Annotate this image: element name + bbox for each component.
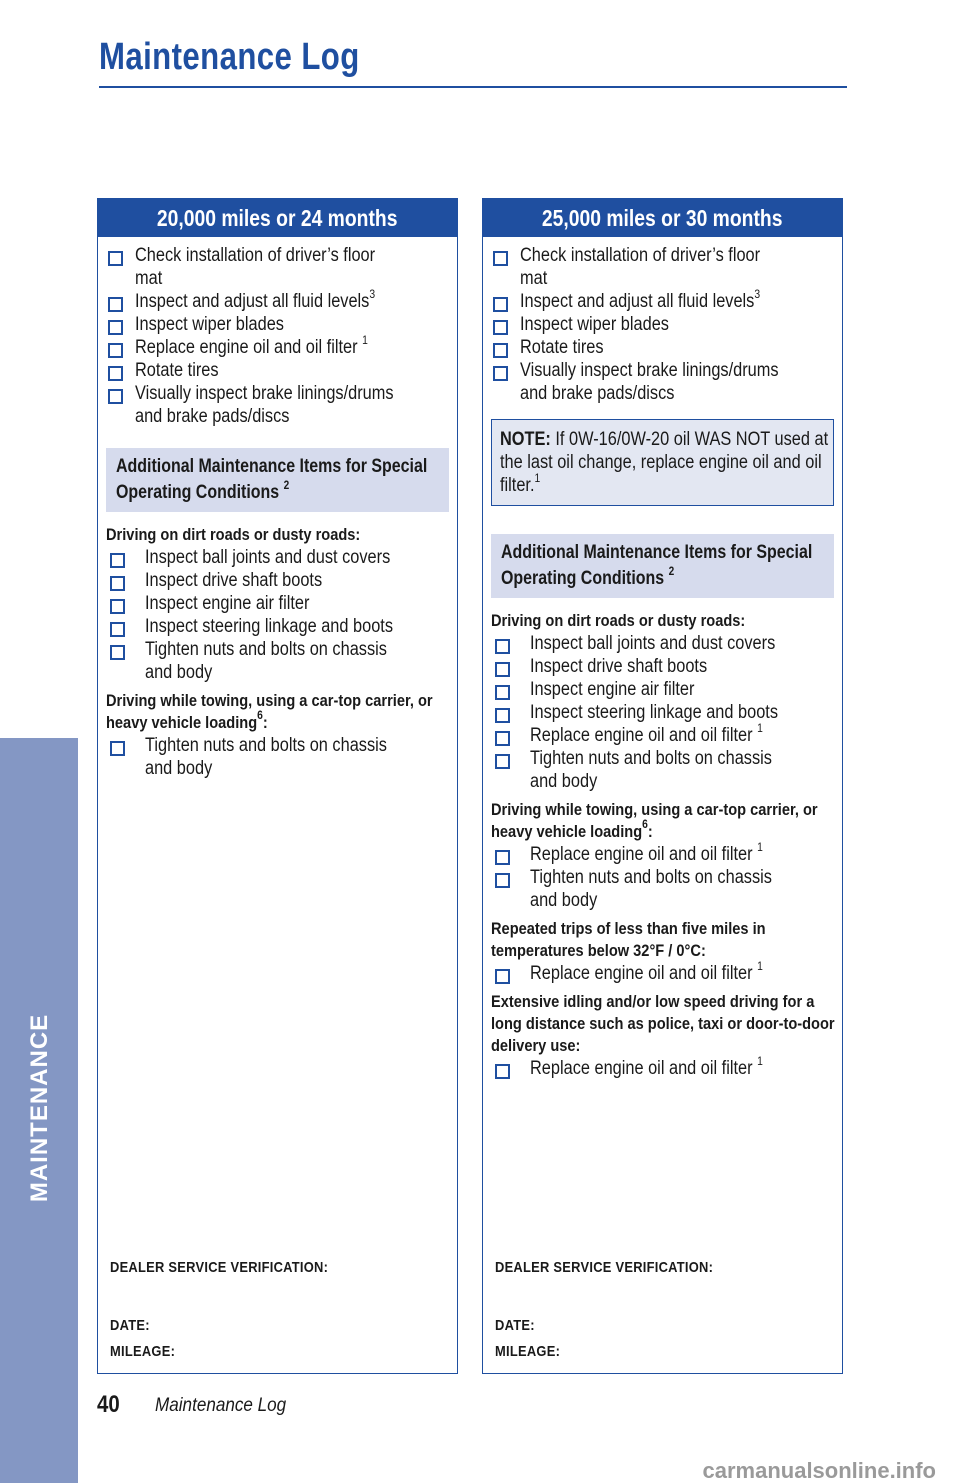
condition-heading: Extensive idling and/or low speed driving for a long distance such as police, taxi or door-to-door delivery use: [491, 992, 835, 1055]
condition-heading: Driving while towing, using a car-top carrier, or heavy vehicle loading$^6$: [491, 800, 818, 841]
checkbox[interactable] [495, 685, 510, 700]
checkbox[interactable] [493, 366, 508, 381]
checkbox[interactable] [108, 251, 123, 266]
checkbox[interactable] [495, 662, 510, 677]
checklist [106, 734, 449, 780]
checklist-item: Inspect engine air filter [106, 592, 449, 615]
condition-heading: Driving on dirt roads or dusty roads: [106, 525, 361, 544]
checkbox[interactable] [110, 553, 125, 568]
dealer-verification-label: DEALER SERVICE VERIFICATION: [110, 1259, 329, 1276]
checkbox[interactable] [495, 754, 510, 769]
checklist-item: Replace engine oil and oil filter $^1$ [106, 336, 449, 359]
checkbox[interactable] [108, 343, 123, 358]
interval-header: 25,000 miles or 30 months [483, 199, 842, 237]
checklist-item: Replace engine oil and oil filter $^1$ [491, 1057, 834, 1080]
checklist-item: Tighten nuts and bolts on chassis and body [106, 734, 449, 780]
checklist-item: Inspect drive shaft boots [491, 655, 834, 678]
checklist-item: Inspect steering linkage and boots [106, 615, 449, 638]
checklist-item: Check installation of driver’s floor mat [491, 244, 834, 290]
checkbox[interactable] [110, 622, 125, 637]
dealer-verification-label: DEALER SERVICE VERIFICATION: [495, 1259, 714, 1276]
page-number: 40 [97, 1391, 120, 1418]
special-conditions-box: Additional Maintenance Items for Special Operating Conditions $^2$ [491, 534, 834, 598]
checklist [491, 1053, 834, 1080]
checkbox[interactable] [495, 1064, 510, 1079]
interval-20000-column [97, 198, 458, 1374]
checkbox[interactable] [495, 850, 510, 865]
mileage-label: MILEAGE: [495, 1343, 561, 1360]
checkbox[interactable] [108, 366, 123, 381]
date-label: DATE: [495, 1317, 535, 1334]
checklist [491, 244, 834, 405]
condition-heading: Driving while towing, using a car-top carrier, or heavy vehicle loading$^6$: [106, 691, 433, 732]
checklist-item: Rotate tires [106, 359, 449, 382]
page-title: Maintenance Log [99, 36, 360, 78]
checklist-item: Inspect engine air filter [491, 678, 834, 701]
checkbox[interactable] [495, 969, 510, 984]
checklist-item: Inspect wiper blades [491, 313, 834, 336]
special-conditions-box: Additional Maintenance Items for Special Operating Conditions $^2$ [106, 448, 449, 512]
footer-label: Maintenance Log [155, 1395, 287, 1416]
watermark: carmanualsonline.info [702, 1458, 936, 1483]
checkbox[interactable] [110, 599, 125, 614]
interval-header: 20,000 miles or 24 months [98, 199, 457, 237]
checklist-item: Replace engine oil and oil filter $^1$ [491, 724, 834, 747]
checklist-item: Tighten nuts and bolts on chassis and body [491, 747, 834, 793]
mileage-label: MILEAGE: [110, 1343, 176, 1360]
checklist [491, 839, 834, 912]
checkbox[interactable] [495, 708, 510, 723]
checklist-item: Inspect steering linkage and boots [491, 701, 834, 724]
checkbox[interactable] [108, 320, 123, 335]
checkbox[interactable] [110, 741, 125, 756]
checkbox[interactable] [495, 639, 510, 654]
checklist [106, 244, 449, 428]
oil-note: NOTE: If 0W-16/0W-20 oil WAS NOT used at the last oil change, replace engine oil and oil filter.$^1$ [491, 419, 834, 506]
checklist-item: Check installation of driver’s floor mat [106, 244, 449, 290]
checklist-item: Tighten nuts and bolts on chassis and body [491, 866, 834, 912]
title-rule [99, 86, 847, 88]
checkbox[interactable] [110, 645, 125, 660]
checkbox[interactable] [495, 873, 510, 888]
checklist-item: Replace engine oil and oil filter $^1$ [491, 962, 834, 985]
checklist-item: Tighten nuts and bolts on chassis and body [106, 638, 449, 684]
checklist-item: Inspect ball joints and dust covers [106, 546, 449, 569]
checklist-item: Visually inspect brake linings/drums and brake pads/discs [491, 359, 834, 405]
checklist [491, 632, 834, 793]
checklist-item: Rotate tires [491, 336, 834, 359]
checkbox[interactable] [493, 251, 508, 266]
checkbox[interactable] [108, 389, 123, 404]
checklist-item: Inspect and adjust all fluid levels$^3$ [106, 290, 449, 313]
checklist-item: Inspect wiper blades [106, 313, 449, 336]
checklist-item: Inspect and adjust all fluid levels$^3$ [491, 290, 834, 313]
checklist-item: Replace engine oil and oil filter $^1$ [491, 843, 834, 866]
checkbox[interactable] [108, 297, 123, 312]
checkbox[interactable] [493, 343, 508, 358]
condition-heading: Driving on dirt roads or dusty roads: [491, 611, 746, 630]
checklist [491, 958, 834, 985]
checkbox[interactable] [493, 297, 508, 312]
checkbox[interactable] [110, 576, 125, 591]
side-tab-label: MAINTENANCE [26, 1013, 53, 1203]
checklist-item: Inspect drive shaft boots [106, 569, 449, 592]
interval-25000-column [482, 198, 843, 1374]
checkbox[interactable] [495, 731, 510, 746]
checklist-item: Visually inspect brake linings/drums and brake pads/discs [106, 382, 449, 428]
condition-heading: Repeated trips of less than five miles in temperatures below 32°F / 0°C: [491, 919, 766, 960]
date-label: DATE: [110, 1317, 150, 1334]
column-body [98, 237, 457, 780]
checklist-item: Inspect ball joints and dust covers [491, 632, 834, 655]
column-body [483, 237, 842, 1080]
checklist [106, 546, 449, 684]
checkbox[interactable] [493, 320, 508, 335]
